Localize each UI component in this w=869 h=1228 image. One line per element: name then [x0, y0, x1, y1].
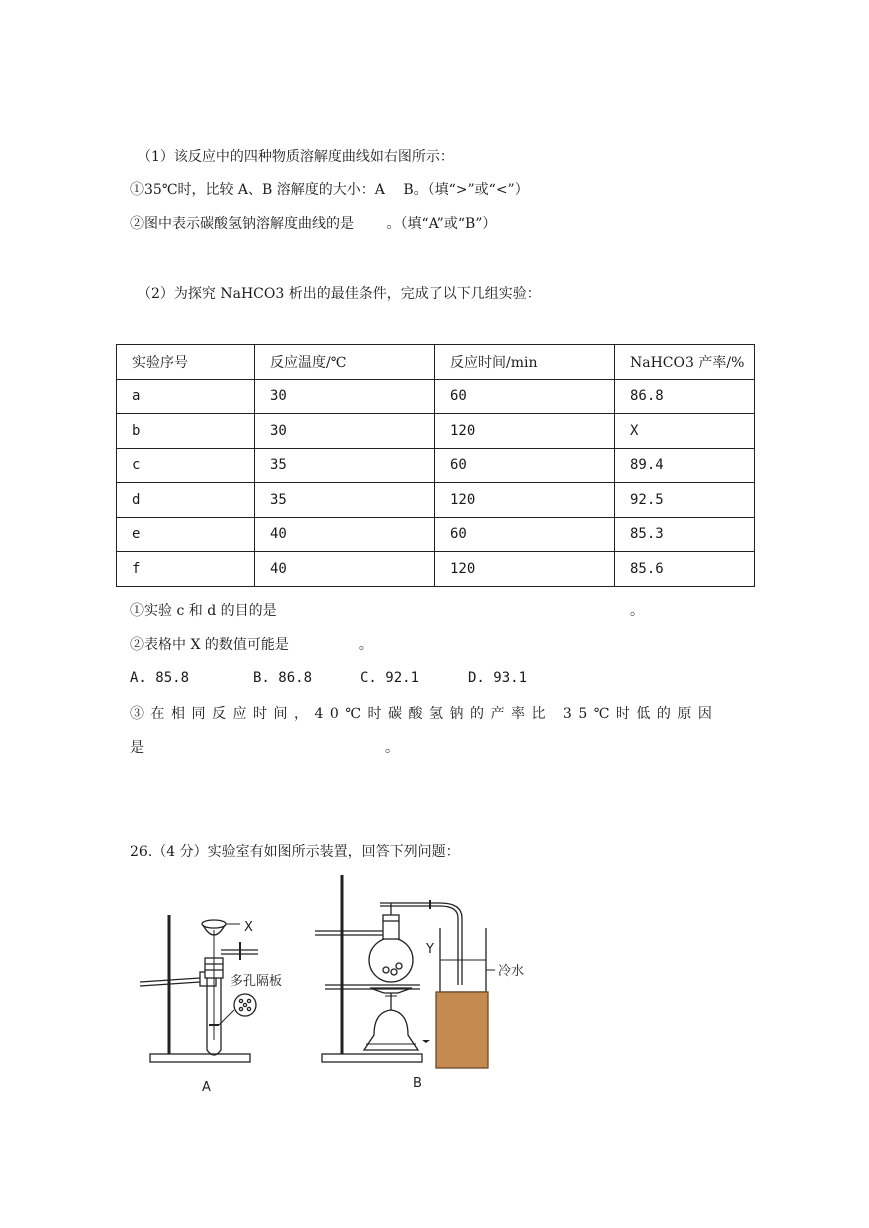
part2-question-3-line2-end: 。	[385, 740, 399, 756]
table-cell: f	[117, 552, 255, 587]
label-cold-water: 冷水	[498, 964, 525, 979]
table-cell: 120	[435, 483, 615, 518]
table-cell: a	[117, 379, 255, 414]
table-cell: 86.8	[615, 379, 755, 414]
part2-heading: （2）为探究 NaHCO3 析出的最佳条件，完成了以下几组实验：	[137, 286, 541, 302]
label-y: Y	[426, 942, 434, 957]
label-x: X	[244, 920, 253, 935]
part2-question-1: ①实验 c 和 d 的目的是	[130, 603, 277, 619]
part2-question-3-line2-start: 是	[130, 740, 144, 756]
table-cell: 60	[435, 517, 615, 552]
option-d: D. 93.1	[468, 670, 528, 686]
option-a: A. 85.8	[130, 670, 190, 686]
table-cell: 85.3	[615, 517, 755, 552]
table-header-cell: NaHCO3 产率/%	[615, 345, 755, 380]
table-cell: 35	[255, 483, 435, 518]
apparatus-b	[315, 875, 495, 1068]
table-header-cell: 实验序号	[117, 345, 255, 380]
option-c: C. 92.1	[360, 670, 420, 686]
label-porous-plate: 多孔隔板	[230, 974, 283, 989]
part1-heading: （1）该反应中的四种物质溶解度曲线如右图所示：	[137, 149, 454, 165]
table-cell: 40	[255, 552, 435, 587]
part2-question-2: ②表格中 X 的数值可能是 。	[130, 637, 373, 653]
table-cell: 30	[255, 379, 435, 414]
part1-question-1: ①35℃时，比较 A、B 溶解度的大小：A B。（填“>”或“<”）	[130, 182, 529, 198]
table-cell: b	[117, 414, 255, 449]
table-cell: 35	[255, 448, 435, 483]
table-header-cell: 反应时间/min	[435, 345, 615, 380]
part1-question-2: ②图中表示碳酸氢钠溶解度曲线的是 。（填“A”或“B”）	[130, 216, 497, 232]
part2-question-1-end: 。	[630, 603, 644, 619]
table-cell: 85.6	[615, 552, 755, 587]
table-cell: 120	[435, 552, 615, 587]
question-26-heading: 26.（4 分）实验室有如图所示装置，回答下列问题：	[130, 844, 460, 860]
table-cell: 60	[435, 379, 615, 414]
table-cell: c	[117, 448, 255, 483]
table-cell: 40	[255, 517, 435, 552]
table-cell: X	[615, 414, 755, 449]
table-header-cell: 反应温度/℃	[255, 345, 435, 380]
table-cell: 30	[255, 414, 435, 449]
table-cell: 92.5	[615, 483, 755, 518]
label-b: B	[413, 1076, 422, 1091]
table-cell: 120	[435, 414, 615, 449]
part2-question-3-line1: ③在相同反应时间，40℃时碳酸氢钠的产率比 35℃时低的原因	[130, 706, 719, 722]
option-b: B. 86.8	[253, 670, 313, 686]
table-cell: 89.4	[615, 448, 755, 483]
table-cell: 60	[435, 448, 615, 483]
table-cell: d	[117, 483, 255, 518]
table-cell: e	[117, 517, 255, 552]
label-a: A	[202, 1080, 211, 1095]
